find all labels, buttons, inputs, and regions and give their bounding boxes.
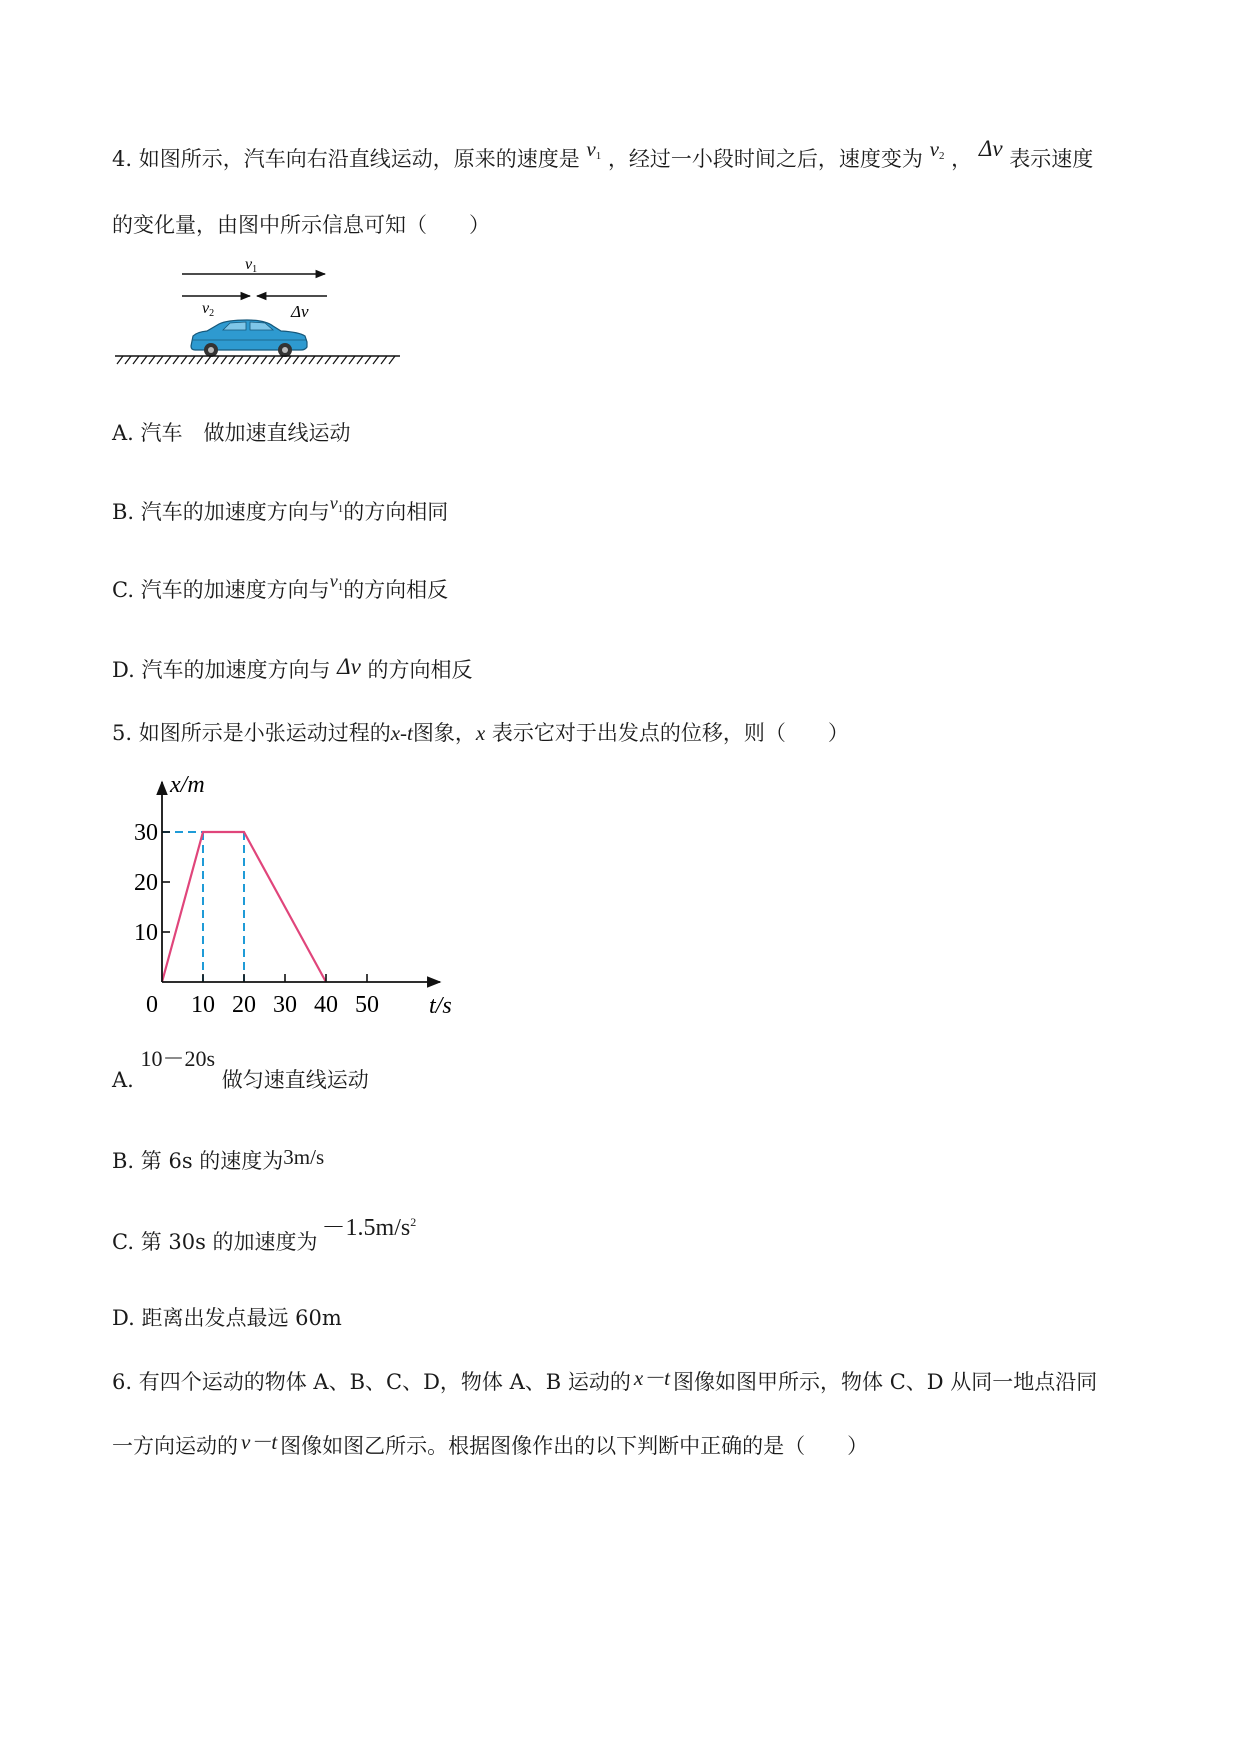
x-tick-label-40: 40 <box>314 992 338 1018</box>
q4-v2-sub: 2 <box>938 150 945 162</box>
q5-option-b[interactable] <box>112 1147 324 1175</box>
q5-x: x <box>475 721 486 745</box>
ground-line <box>115 356 400 364</box>
dv-arrow-label: Δv <box>291 302 309 321</box>
q4-option-a[interactable] <box>112 419 351 447</box>
q5-option-b-label: B. <box>112 1149 135 1173</box>
q4-option-a-label: A. <box>112 421 134 445</box>
q5-option-c-text: 第 30s 的加速度为 <box>140 1230 318 1254</box>
q5-number: 5. <box>112 721 133 745</box>
q4-v1-sub: 1 <box>595 150 602 162</box>
q5-text-c: 表示它对于出发点的位移，则（ ） <box>491 721 849 745</box>
v2-arrow-label: v2 <box>202 300 215 319</box>
y-axis-label: x/m <box>170 772 205 798</box>
q4-option-b-label: B. <box>112 500 135 524</box>
q4-text-d: 表示速度 <box>1009 147 1094 171</box>
q4-option-d-text-a: 汽车的加速度方向与 <box>141 658 331 682</box>
x-tick-label-50: 50 <box>355 992 379 1018</box>
q6-text-b: 图像如图甲所示，物体 C、D 从同一地点沿同 <box>673 1370 1098 1394</box>
q6-text-c: 一方向运动的 <box>112 1434 238 1458</box>
xt-chart <box>120 770 470 1020</box>
q5-xt: x-t <box>390 721 413 745</box>
q5-option-b-math: 3m/s <box>283 1145 325 1169</box>
q4-car-figure <box>105 250 405 380</box>
q5-option-c-math-value: －1.5m/s <box>321 1215 411 1241</box>
q6-xt: x－t <box>633 1366 671 1390</box>
q5-option-d-label: D. <box>112 1306 135 1330</box>
x-tick-label-30: 30 <box>273 992 297 1018</box>
q4-option-c-var-sub: 1 <box>337 581 344 593</box>
q4-option-c-text-b: 的方向相反 <box>343 578 449 602</box>
y-tick-label-10: 10 <box>134 920 158 946</box>
x-tick-label-10: 10 <box>191 992 215 1018</box>
q6-line-2 <box>112 1432 868 1460</box>
v1-arrow-label: v1 <box>245 256 258 275</box>
q6-line-1 <box>112 1368 1097 1396</box>
x-tick-label-0: 0 <box>146 992 158 1018</box>
q4-option-c-var <box>330 567 344 598</box>
q4-text-c: ， <box>951 147 973 171</box>
q4-v1 <box>586 135 601 167</box>
q4-v2-symbol: v <box>929 137 939 161</box>
q4-v2 <box>930 135 945 167</box>
q5-line <box>112 719 849 747</box>
q5-option-a-label: A. <box>112 1068 134 1092</box>
q4-number: 4. <box>112 147 133 171</box>
q4-text-b: ，经过一小段时间之后，速度变为 <box>607 147 923 171</box>
q4-option-c-text-a: 汽车的加速度方向与 <box>140 578 330 602</box>
q4-option-d[interactable] <box>112 656 473 684</box>
car-icon <box>191 320 307 357</box>
q4-option-c-label: C. <box>112 578 134 602</box>
q6-vt: v－t <box>241 1430 278 1454</box>
q4-line-2: 的变化量，由图中所示信息可知（ ） <box>112 213 490 237</box>
q5-option-c-label: C. <box>112 1230 134 1254</box>
q5-option-c-math-sup: 2 <box>410 1215 417 1229</box>
q4-option-b-var <box>330 489 344 520</box>
q4-line-1 <box>112 136 1094 177</box>
q5-option-d[interactable] <box>112 1304 342 1332</box>
q4-option-b-text-b: 的方向相同 <box>343 500 449 524</box>
q5-option-a-math: 10－20s <box>140 1046 216 1071</box>
q6-text-a: 有四个运动的物体 A、B、C、D，物体 A、B 运动的 <box>138 1370 631 1394</box>
q4-option-d-text-b: 的方向相反 <box>367 658 473 682</box>
q5-option-a-text: 做匀速直线运动 <box>221 1068 369 1092</box>
q4-v1-symbol: v <box>586 137 596 161</box>
q4-option-c[interactable] <box>112 571 449 608</box>
q5-option-c[interactable] <box>112 1215 417 1259</box>
q4-option-a-text: 汽车 做加速直线运动 <box>140 421 351 445</box>
q4-text-a: 如图所示，汽车向右沿直线运动，原来的速度是 <box>138 147 580 171</box>
q4-option-d-var: Δv <box>337 654 361 679</box>
q6-text-d: 图像如图乙所示。根据图像作出的以下判断中正确的是（ ） <box>280 1434 869 1458</box>
q5-option-b-text: 第 6s 的速度为 <box>140 1149 284 1173</box>
q6-number: 6. <box>112 1370 133 1394</box>
q4-option-b-var-sub: 1 <box>337 503 344 515</box>
q4-option-b-var-symbol: v <box>329 493 338 513</box>
q4-option-d-label: D. <box>112 658 135 682</box>
q5-option-c-math <box>322 1215 417 1241</box>
series-line-0 <box>162 832 326 982</box>
q4-option-c-var-symbol: v <box>329 571 338 591</box>
q4-option-b-text-a: 汽车的加速度方向与 <box>140 500 330 524</box>
q5-option-d-text: 距离出发点最远 60m <box>141 1306 342 1330</box>
x-tick-label-20: 20 <box>232 992 256 1018</box>
y-tick-label-30: 30 <box>134 820 158 846</box>
x-axis-label: t/s <box>429 993 452 1019</box>
q5-text-b: 图象， <box>412 721 476 745</box>
q5-option-a[interactable] <box>112 1046 369 1094</box>
q5-text-a: 如图所示是小张运动过程的 <box>138 721 391 745</box>
q4-option-b[interactable] <box>112 493 449 530</box>
q4-dv: Δv <box>978 136 1003 161</box>
y-tick-label-20: 20 <box>134 870 158 896</box>
